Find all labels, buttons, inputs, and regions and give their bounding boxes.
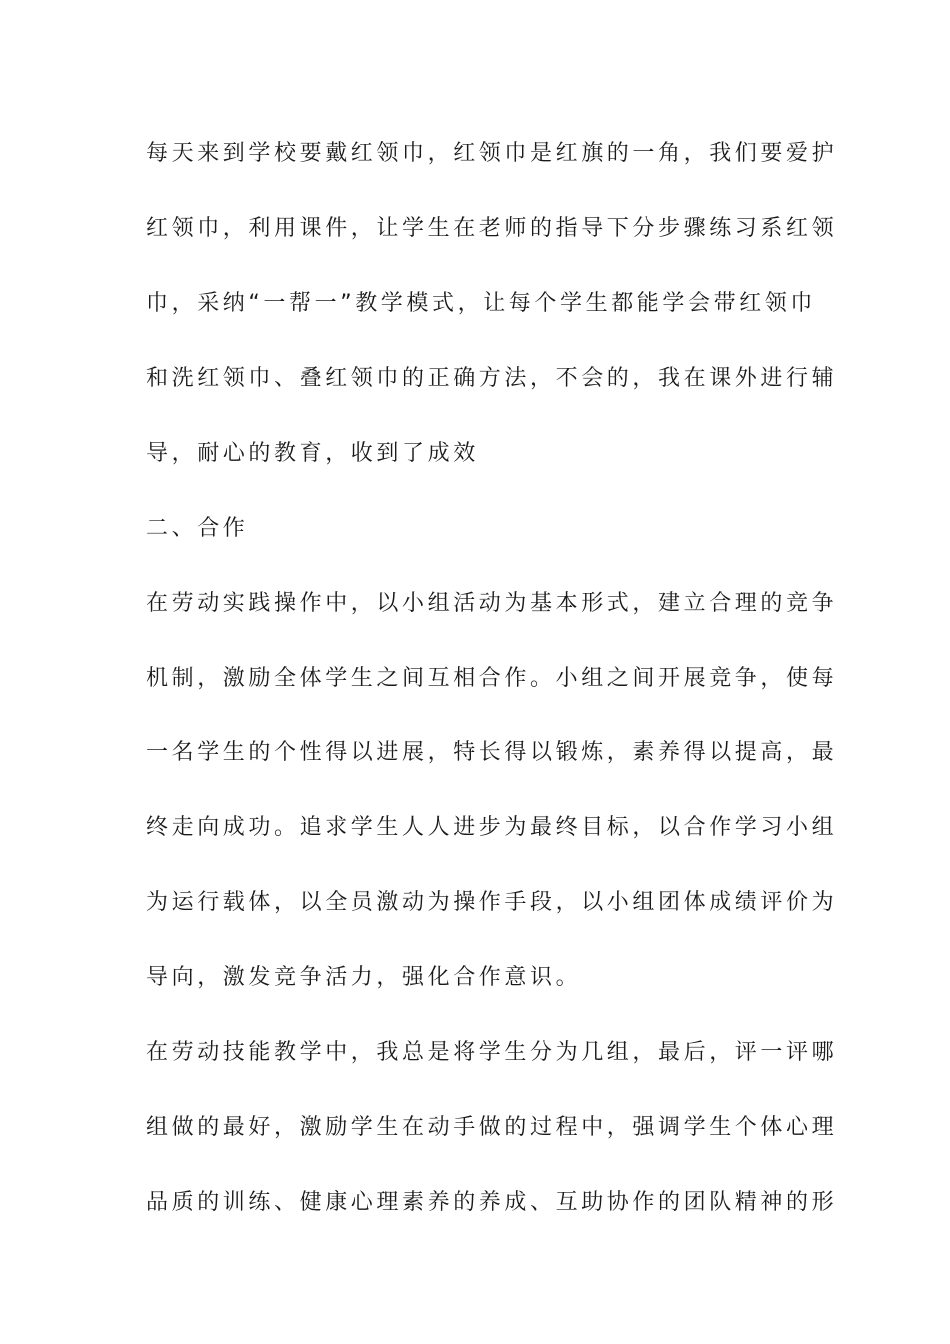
paragraph-line: 导向，激发竞争活力，强化合作意识。 — [146, 965, 582, 990]
paragraph-line: 一名学生的个性得以进展，特长得以锻炼，素养得以提高，最 — [146, 740, 838, 765]
paragraph-line: 组做的最好，激励学生在动手做的过程中，强调学生个体心理 — [146, 1115, 838, 1140]
paragraph-line: 机制，激励全体学生之间互相合作。小组之间开展竞争，使每 — [146, 666, 838, 691]
paragraph-line: 每天来到学校要戴红领巾，红领巾是红旗的一角，我们要爱护 — [146, 141, 838, 166]
paragraph-line: 在劳动技能教学中，我总是将学生分为几组，最后，评一评哪 — [146, 1040, 838, 1065]
paragraph-line: 为运行载体，以全员激动为操作手段，以小组团体成绩评价为 — [146, 890, 838, 915]
paragraph-line: 和洗红领巾、叠红领巾的正确方法，不会的，我在课外进行辅 — [146, 366, 838, 391]
paragraph-line: 品质的训练、健康心理素养的养成、互助协作的团队精神的形 — [146, 1190, 838, 1215]
section-heading: 二、合作 — [146, 516, 249, 541]
paragraph-line: 在劳动实践操作中，以小组活动为基本形式，建立合理的竞争 — [146, 591, 838, 616]
paragraph-line: 巾，采纳“一帮一”教学模式，让每个学生都能学会带红领巾 — [146, 291, 816, 316]
paragraph-line: 导，耐心的教育，收到了成效 — [146, 441, 479, 466]
paragraph-line: 红领巾，利用课件，让学生在老师的指导下分步骤练习系红领 — [146, 216, 838, 241]
paragraph-line: 终走向成功。追求学生人人进步为最终目标，以合作学习小组 — [146, 815, 838, 840]
